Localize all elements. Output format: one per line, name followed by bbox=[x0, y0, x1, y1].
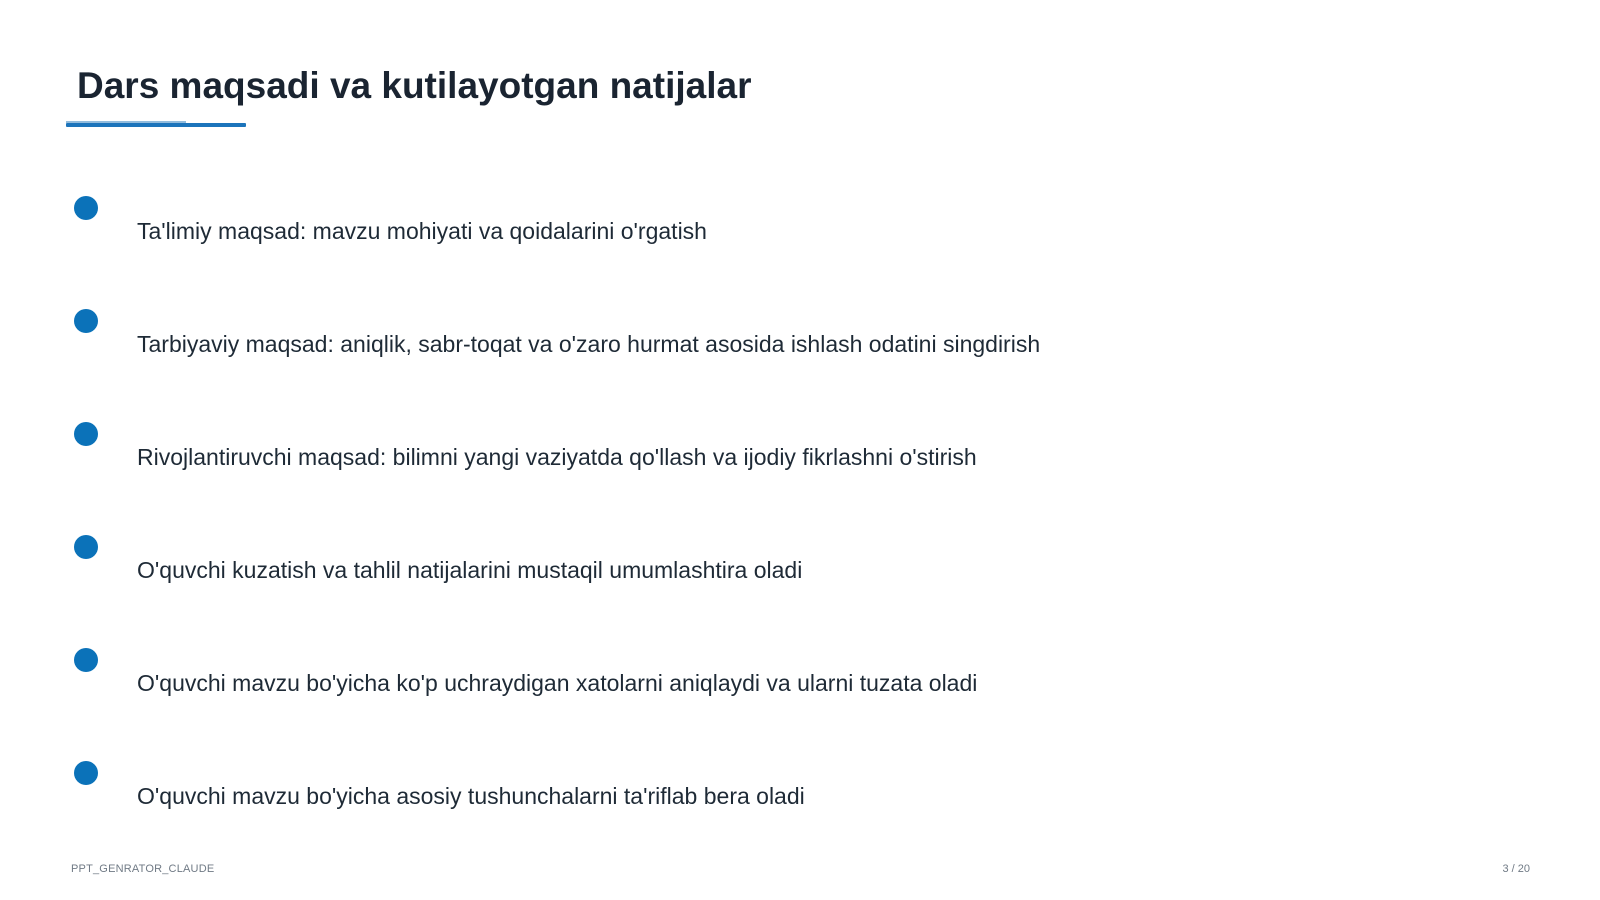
list-item bbox=[0, 648, 1500, 718]
bullet-dot-icon bbox=[74, 535, 98, 559]
bullet-text: Ta'limiy maqsad: mavzu mohiyati va qoidalarini o'rgatish bbox=[137, 218, 707, 244]
bullet-text: O'quvchi kuzatish va tahlil natijalarini mustaqil umumlashtira oladi bbox=[137, 557, 803, 583]
footer-source-label: PPT_GENRATOR_CLAUDE bbox=[71, 863, 215, 875]
list-item bbox=[0, 535, 1500, 605]
page-number: 3 / 20 bbox=[1502, 863, 1530, 875]
bullet-dot-icon bbox=[74, 648, 98, 672]
bullet-dot-icon bbox=[74, 761, 98, 785]
bullet-dot-icon bbox=[74, 422, 98, 446]
list-item bbox=[0, 309, 1500, 379]
bullet-text: O'quvchi mavzu bo'yicha ko'p uchraydigan xatolarni aniqlaydi va ularni tuzata oladi bbox=[137, 670, 978, 696]
slide-title: Dars maqsadi va kutilayotgan natijalar bbox=[77, 65, 752, 106]
bullet-text: Rivojlantiruvchi maqsad: bilimni yangi vaziyatda qo'llash va ijodiy fikrlashni o'stirish bbox=[137, 444, 977, 470]
list-item bbox=[0, 761, 1500, 831]
bullet-text: O'quvchi mavzu bo'yicha asosiy tushunchalarni ta'riflab bera oladi bbox=[137, 783, 805, 809]
bullet-text: Tarbiyaviy maqsad: aniqlik, sabr-toqat va o'zaro hurmat asosida ishlash odatini singdirish bbox=[137, 331, 1041, 357]
bullet-dot-icon bbox=[74, 196, 98, 220]
bullet-dot-icon bbox=[74, 309, 98, 333]
list-item bbox=[0, 422, 1500, 492]
list-item bbox=[0, 196, 1500, 266]
